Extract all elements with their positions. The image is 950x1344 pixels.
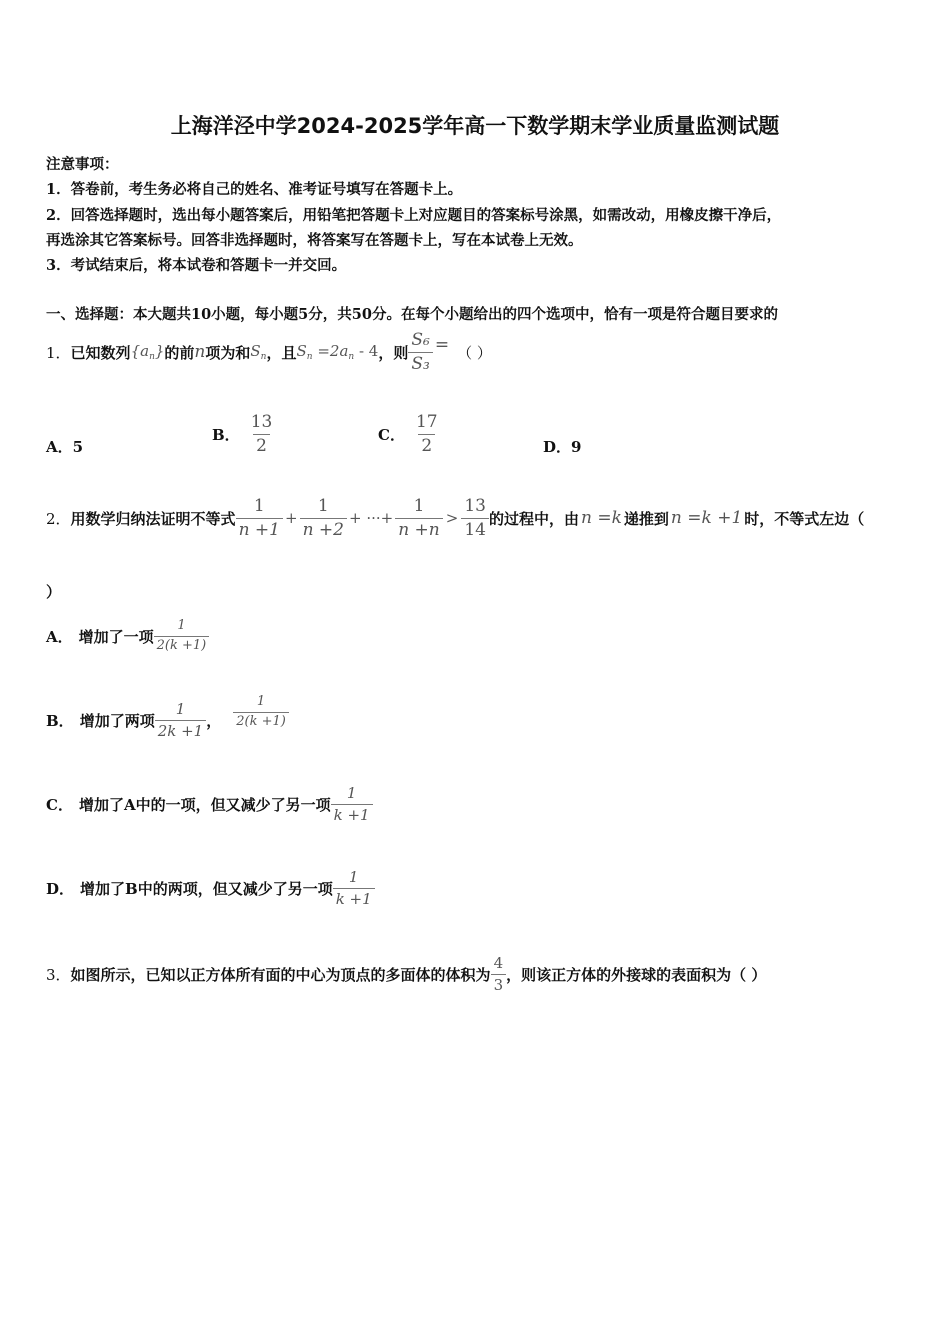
q2-option-b-fraction-1: $\frac{1}{2k +1}$ bbox=[155, 701, 207, 739]
q1-text-1: 已知数列 bbox=[70, 343, 131, 362]
q1-equation: $S_n =2a_n - 4$ bbox=[296, 342, 379, 362]
q2-text-2: 的过程中，由 bbox=[488, 509, 579, 528]
notice-heading: 注意事项： bbox=[46, 156, 119, 173]
q2-option-a: A． 增加了一项 $\frac{1}{2(k +1)}$ bbox=[46, 612, 209, 660]
q2-option-d-fraction: $\frac{1}{k +1}$ bbox=[333, 869, 375, 907]
question-number: 2． bbox=[46, 509, 71, 528]
q2-option-d: D． 增加了B中的两项，但又减少了另一项 $\frac{1}{k +1}$ bbox=[46, 864, 375, 912]
q2-fraction-2: $\frac{1}{n +2}$ bbox=[300, 497, 347, 539]
q2-m1: n =k bbox=[580, 508, 622, 528]
q2-fraction-1: $\frac{1}{n +1}$ bbox=[236, 497, 283, 539]
q1-option-b: B． $\frac{13}{2}$ bbox=[212, 410, 275, 458]
q2-text-1: 用数学归纳法证明不等式 bbox=[70, 509, 236, 528]
question-2 bbox=[46, 494, 864, 542]
notice-item-3: 3．考试结束后，将本试卷和答题卡一并交回。 bbox=[46, 257, 347, 274]
q2-option-b-fraction-2: $\frac{1}{2(k +1)}$ bbox=[233, 695, 289, 729]
answer-paren: （ ） bbox=[457, 343, 492, 362]
q1-Sn: $S_n$ bbox=[250, 342, 267, 362]
q2-fraction-3: $\frac{1}{n +n}$ bbox=[395, 497, 443, 539]
q1-option-a: A．5 bbox=[46, 438, 84, 456]
q2-fraction-4: $\frac{13}{14}$ bbox=[461, 497, 489, 539]
notice-item-1: 1．答卷前，考生务必将自己的姓名、准考证号填写在答题卡上。 bbox=[46, 181, 463, 198]
q2-plus-1: + bbox=[284, 509, 298, 527]
q1-text-3: 项为和 bbox=[205, 343, 251, 362]
q1-n: n bbox=[194, 342, 206, 362]
q1-fraction: $\frac{\text{S₆}}{\text{S₃}}$ bbox=[408, 331, 432, 373]
q2-text-4: 时，不等式左边（ bbox=[744, 509, 865, 528]
q1-option-b-fraction: $\frac{13}{2}$ bbox=[250, 411, 273, 456]
q2-option-b: B． 增加了两项 $\frac{1}{2k +1}$ ， $\frac{1}{2(k +1)}$ bbox=[46, 696, 289, 744]
q1-text-2: 的前 bbox=[164, 343, 195, 362]
question-1 bbox=[46, 330, 492, 374]
q2-plus-2: + ···+ bbox=[348, 509, 394, 527]
q3-text-1: 如图所示，已知以正方体所有面的中心为顶点的多面体的体积为 bbox=[70, 965, 491, 984]
q1-option-d: D．9 bbox=[543, 438, 582, 456]
page-title: 上海洋泾中学2024-2025学年高一下数学期末学业质量监测试题 bbox=[170, 114, 780, 138]
q1-seq: $\{a_n\}$ bbox=[130, 342, 165, 362]
q2-option-c: C． 增加了A中的一项，但又减少了另一项 $\frac{1}{k +1}$ bbox=[46, 780, 373, 828]
q2-option-c-fraction: $\frac{1}{k +1}$ bbox=[331, 785, 373, 823]
question-3 bbox=[46, 950, 766, 998]
notice-item-2a: 2．回答选择题时，选出每小题答案后，用铅笔把答题卡上对应题目的答案标号涂黑，如需改动，用橡皮擦干净后， bbox=[46, 207, 782, 224]
q3-fraction: $\frac{4}{3}$ bbox=[491, 955, 507, 993]
q2-m2: n =k +1 bbox=[670, 508, 743, 528]
q1-text-4: ，且 bbox=[266, 343, 297, 362]
section-heading: 一、选择题：本大题共10小题，每小题5分，共50分。在每个小题给出的四个选项中，恰有一项是符合题目要求的 bbox=[46, 306, 778, 323]
q1-option-c: C． $\frac{17}{2}$ bbox=[378, 410, 441, 458]
question-number: 3． bbox=[46, 965, 71, 984]
q2-option-a-fraction: $\frac{1}{2(k +1)}$ bbox=[154, 619, 210, 653]
q2-greater: > bbox=[445, 509, 459, 527]
q2-close-paren: ） bbox=[46, 583, 62, 601]
question-number: 1． bbox=[46, 343, 71, 362]
q1-equals: = bbox=[434, 335, 450, 355]
q2-text-3: 递推到 bbox=[623, 509, 669, 528]
q3-text-2: ，则该正方体的外接球的表面积为（ ） bbox=[506, 965, 767, 984]
notice-item-2b: 再选涂其它答案标号。回答非选择题时，将答案写在答题卡上，写在本试卷上无效。 bbox=[46, 232, 583, 249]
q1-text-5: ，则 bbox=[378, 343, 409, 362]
q1-option-c-fraction: $\frac{17}{2}$ bbox=[415, 411, 438, 456]
